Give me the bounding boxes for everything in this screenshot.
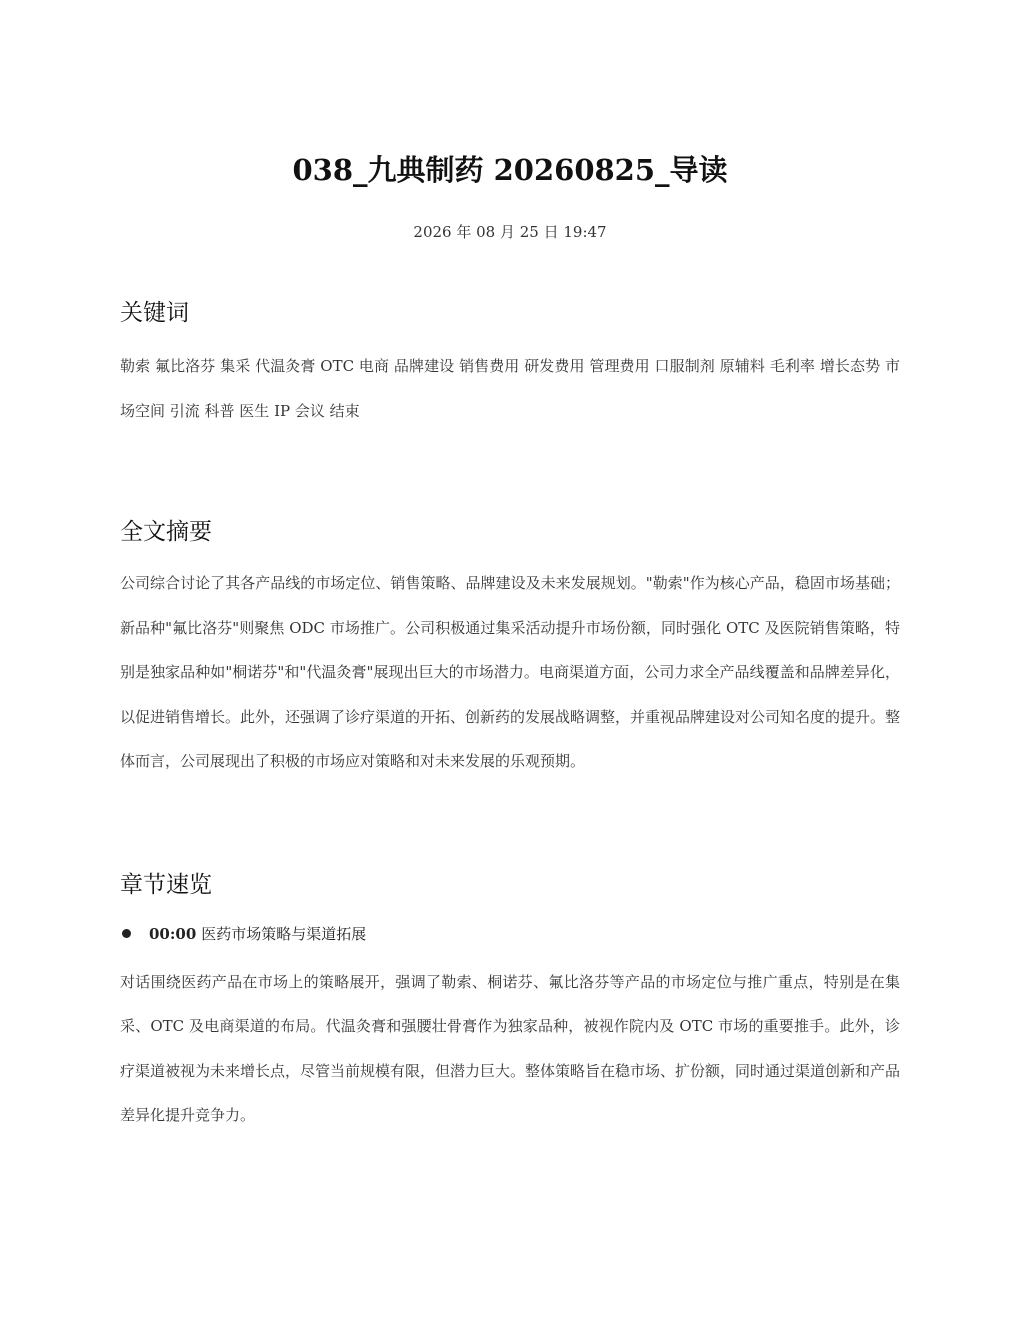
bullet-icon (122, 929, 131, 938)
keywords-heading: 关键词 (120, 300, 189, 326)
chapters-heading: 章节速览 (120, 871, 212, 898)
summary-text: 公司综合讨论了其各产品线的市场定位、销售策略、品牌建设及未来发展规划。"勒索"作为核心产品，稳固市场基础；新品种"氟比洛芬"则聚焦 ODC 市场推广。公司积极通过集采活动提升市场份额，同时强化 OTC 及医院销售策略，特别是独家品种如"桐诺芬"和"代温灸膏"展现出巨大的市场潜力。电商渠道方面，公司力求全产品线覆盖和品牌差异化，以促进销售增长。此外，还强调了诊疗渠道的开拓、创新药的发展战略调整，并重视品牌建设对公司知名度的提升。整体而言，公司展现出了积极的市场应对策略和对未来发展的乐观预期。 (120, 574, 901, 770)
chapter-time: 00:00 (149, 924, 197, 943)
document-date: 2026 年 08 月 25 日 19:47 (413, 223, 607, 241)
chapter-item (120, 924, 900, 944)
keywords-text: 勒索 氟比洛芬 集采 代温灸膏 OTC 电商 品牌建设 销售费用 研发费用 管理费用 口服制剂 原辅料 毛利率 增长态势 市场空间 引流 科普 医生 IP 会议 结束 (120, 357, 900, 420)
page-title: 038_九典制药 20260825_导读 (292, 153, 728, 187)
chapter-text: 对话围绕医药产品在市场上的策略展开，强调了勒索、桐诺芬、氟比洛芬等产品的市场定位与推广重点，特别是在集采、OTC 及电商渠道的布局。代温灸膏和强腰壮骨膏作为独家品种，被视作院内及 OTC 市场的重要推手。此外，诊疗渠道被视为未来增长点，尽管当前规模有限，但潜力巨大。整体策略旨在稳市场、扩份额，同时通过渠道创新和产品差异化提升竞争力。 (120, 972, 901, 1124)
chapter-title: 医药市场策略与渠道拓展 (201, 924, 367, 943)
summary-heading: 全文摘要 (120, 519, 212, 545)
